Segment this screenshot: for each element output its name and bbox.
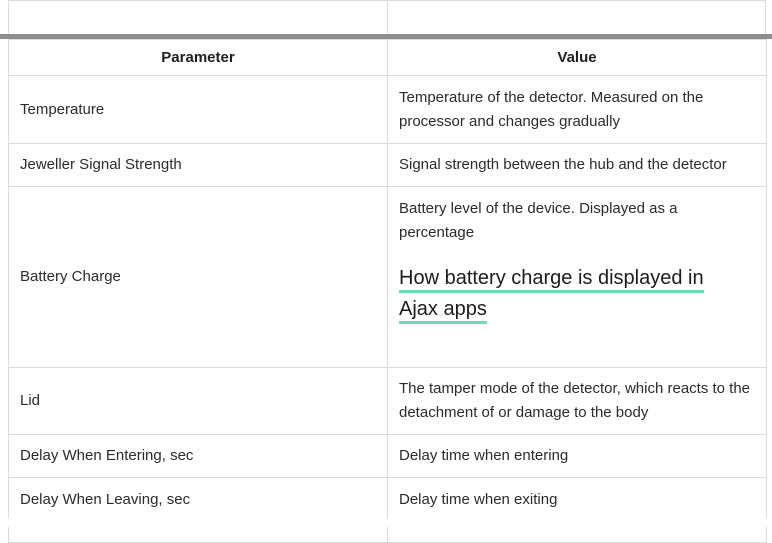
table-row-lid <box>9 368 767 435</box>
value-cell: Signal strength between the hub and the detector <box>388 144 767 187</box>
value-cell: Delay time when entering <box>388 435 767 478</box>
previous-table-row <box>8 0 766 34</box>
table-header-row <box>9 40 767 76</box>
parameter-cell: Jeweller Signal Strength <box>9 144 388 187</box>
battery-link-line-1[interactable]: How battery charge is displayed in <box>399 267 704 293</box>
parameter-cell: Temperature <box>9 76 388 144</box>
value-cell <box>388 187 767 368</box>
table-row-battery-charge <box>9 187 767 368</box>
parameter-cell: Lid <box>9 368 388 435</box>
header-value: Value <box>388 40 767 76</box>
header-parameter: Parameter <box>9 40 388 76</box>
table-row-delay-leaving <box>9 478 767 523</box>
battery-charge-help-link[interactable] <box>399 263 755 325</box>
previous-row-divider <box>387 1 388 34</box>
value-cell: Delay time when exiting <box>388 478 767 523</box>
battery-description: Battery level of the device. Displayed as a percentage <box>399 200 678 241</box>
table-row-temperature <box>9 76 767 144</box>
table-row-signal-strength <box>9 144 767 187</box>
table-row-delay-entering <box>9 435 767 478</box>
value-cell: Temperature of the detector. Measured on the processor and changes gradually <box>388 76 767 144</box>
page-bottom-gap <box>0 519 772 527</box>
battery-link-line-2[interactable]: Ajax apps <box>399 298 487 324</box>
parameters-table <box>8 39 767 543</box>
parameter-cell: Delay When Entering, sec <box>9 435 388 478</box>
value-cell: The tamper mode of the detector, which reacts to the detachment of or damage to the body <box>388 368 767 435</box>
parameter-cell: Battery Charge <box>9 187 388 368</box>
parameter-cell: Delay When Leaving, sec <box>9 478 388 523</box>
